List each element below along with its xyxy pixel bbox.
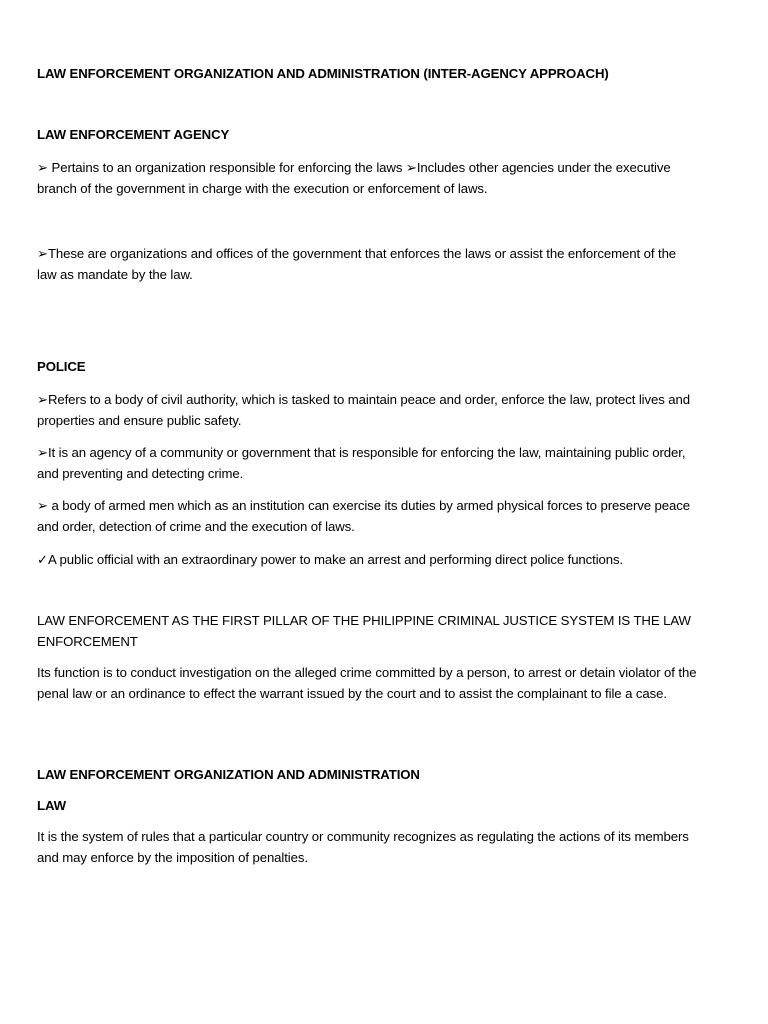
agency-paragraph-1: ➢ Pertains to an organization responsible for enforcing the laws ➢Includes other agencies under the executive branch of the government in charge with the execution or enforcement of laws. xyxy=(37,160,671,196)
police-paragraph-4: ✓A public official with an extraordinary power to make an arrest and performing direct police functions. xyxy=(37,552,624,567)
police-paragraph-1: ➢Refers to a body of civil authority, which is tasked to maintain peace and order, enforce the law, protect lives and properties and ensure public safety. xyxy=(37,392,690,428)
police-paragraph-2: ➢It is an agency of a community or government that is responsible for enforcing the law, maintaining public order, and preventing and detecting crime. xyxy=(37,445,686,481)
law-paragraph-1: It is the system of rules that a particular country or community recognizes as regulating the actions of its members and may enforce by the imposition of penalties. xyxy=(37,829,689,865)
police-paragraph-3: ➢ a body of armed men which as an institution can exercise its duties by armed physical forces to preserve peace and order, detection of crime and the execution of laws. xyxy=(37,498,690,534)
agency-heading: LAW ENFORCEMENT AGENCY xyxy=(37,127,230,142)
pillar-paragraph-1: Its function is to conduct investigation on the alleged crime committed by a person, to arrest or detain violator of the penal law or an ordinance to effect the warrant issued by the court and to assist the complainant to file a case. xyxy=(37,665,697,701)
document-title: LAW ENFORCEMENT ORGANIZATION AND ADMINISTRATION (INTER-AGENCY APPROACH) xyxy=(37,66,609,81)
law-subheading: LAW xyxy=(37,798,66,813)
pillar-heading: LAW ENFORCEMENT AS THE FIRST PILLAR OF THE PHILIPPINE CRIMINAL JUSTICE SYSTEM IS THE LAW ENFORCEMENT xyxy=(37,613,691,649)
police-heading: POLICE xyxy=(37,359,86,374)
agency-paragraph-2: ➢These are organizations and offices of the government that enforces the laws or assist the enforcement of the law as mandate by the law. xyxy=(37,246,677,282)
admin-heading: LAW ENFORCEMENT ORGANIZATION AND ADMINISTRATION xyxy=(37,767,420,782)
